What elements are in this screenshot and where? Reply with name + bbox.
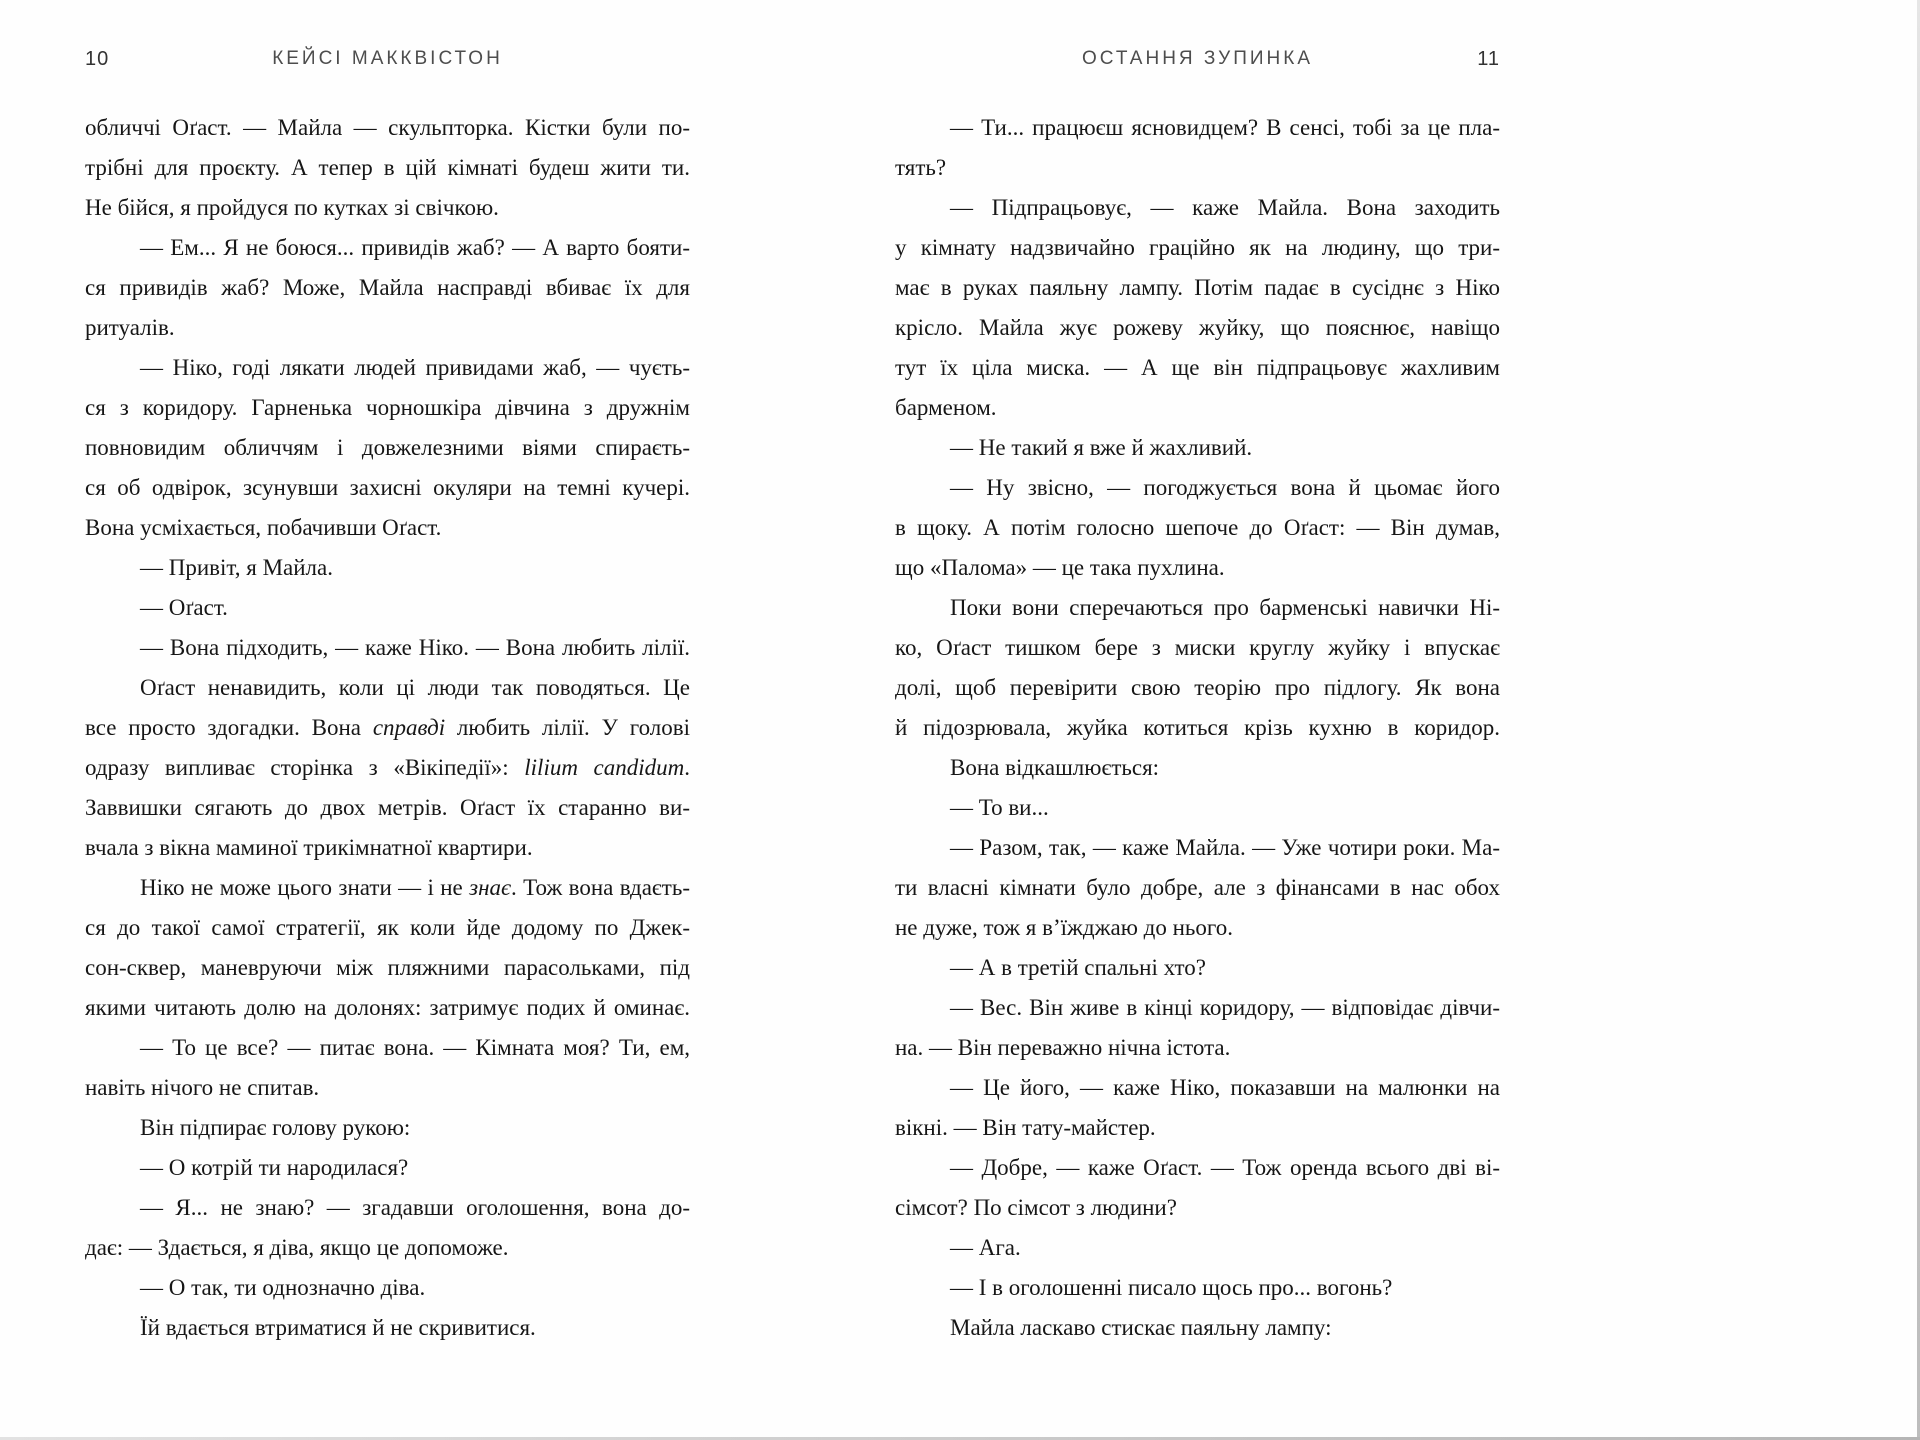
text-line: сон-сквер, маневруючи між пляжними парасольками, під	[85, 955, 690, 980]
running-head-author: КЕЙСІ МАККВІСТОН	[272, 48, 503, 69]
text-line: крісло. Майла жує рожеву жуйку, що пояснює, навіщо	[895, 315, 1500, 340]
text-line: Їй вдається втриматися й не скривитися.	[140, 1315, 536, 1340]
text-line: й підозрювала, жуйка котиться крізь кухню в коридор.	[895, 715, 1500, 740]
text-line: — Не такий я вже й жахливий.	[950, 435, 1253, 460]
text-line: ко, Оґаст тишком бере з миски круглу жуйку і впускає	[895, 635, 1500, 660]
text-line: тут їх ціла миска. — А ще він підпрацьовує жахливим	[895, 355, 1500, 380]
page-left	[85, 0, 690, 1440]
text-line: одразу випливає сторінка з «Вікіпедії»: lilium candidum.	[85, 755, 690, 780]
text-line: — Ніко, годі лякати людей привидами жаб, — чуєть-	[140, 355, 690, 380]
text-line: трібні для проєкту. А тепер в цій кімнаті будеш жити ти.	[85, 155, 690, 180]
text-line: — Привіт, я Майла.	[140, 555, 333, 580]
text-line: — Ем... Я не боюся... привидів жаб? — А варто бояти-	[140, 235, 690, 260]
text-line: долі, щоб перевірити свою теорію про підлогу. Як вона	[895, 675, 1500, 700]
text-line: — О котрій ти народилася?	[140, 1155, 409, 1180]
text-line: — Це його, — каже Ніко, показавши на малюнки на	[950, 1075, 1500, 1100]
text-line: — Я... не знаю? — згадавши оголошення, вона до-	[140, 1195, 690, 1220]
text-line: Поки вони сперечаються про барменські навички Ні-	[950, 595, 1500, 620]
text-line: має в руках паяльну лампу. Потім падає в сусіднє з Ніко	[895, 275, 1500, 300]
text-line: — О так, ти однозначно діва.	[140, 1275, 426, 1300]
text-line: Він підпирає голову рукою:	[140, 1115, 411, 1140]
text-line: що «Палома» — це така пухлина.	[895, 555, 1225, 580]
text-line: — Разом, так, — каже Майла. — Уже чотири роки. Ма-	[950, 835, 1500, 860]
page-right	[895, 0, 1500, 1440]
running-head-title: ОСТАННЯ ЗУПИНКА	[1081, 48, 1314, 69]
text-block-right	[895, 108, 1500, 1348]
text-line: — Підпрацьовує, — каже Майла. Вона заходить	[950, 195, 1500, 220]
text-line: Вона усміхається, побачивши Оґаст.	[85, 515, 442, 540]
text-line: — Оґаст.	[140, 595, 228, 620]
text-line: барменом.	[895, 395, 997, 420]
text-line: дає: — Здається, я діва, якщо це допоможе.	[85, 1235, 509, 1260]
text-line: ся об одвірок, зсунувши захисні окуляри на темні кучері.	[85, 475, 690, 500]
text-line: навіть нічого не спитав.	[85, 1075, 320, 1100]
page-header-right	[895, 48, 1500, 74]
text-line: у кімнату надзвичайно граційно як на людину, що три-	[895, 235, 1500, 260]
text-line: вчала з вікна маминої трикімнатної квартири.	[85, 835, 533, 860]
text-line: — Добре, — каже Оґаст. — Тож оренда всього дві ві-	[950, 1155, 1500, 1180]
text-line: Ніко не може цього знати — і не знає. Тож вона вдаєть-	[140, 875, 690, 900]
text-line: Вона відкашлюється:	[950, 755, 1160, 780]
text-line: якими читають долю на долонях: затримує подих й оминає.	[85, 995, 690, 1020]
text-line: ся з коридору. Гарненька чорношкіра дівчина з дружнім	[85, 395, 690, 420]
text-line: на. — Він переважно нічна істота.	[895, 1035, 1231, 1060]
text-line: повновидим обличчям і довжелезними віями спираєть-	[85, 435, 690, 460]
page-header-left	[85, 48, 690, 74]
text-line: Не бійся, я пройдуся по кутках зі свічкою.	[85, 195, 499, 220]
text-line: ритуалів.	[85, 315, 175, 340]
text-line: Майла ласкаво стискає паяльну лампу:	[950, 1315, 1332, 1340]
text-line: обличчі Оґаст. — Майла — скульпторка. Кістки були по-	[85, 115, 690, 140]
text-line: в щоку. А потім голосно шепоче до Оґаст: — Він думав,	[895, 515, 1500, 540]
text-block-left	[85, 108, 690, 1348]
text-line: — І в оголошенні писало щось про... вогонь?	[950, 1275, 1393, 1300]
text-line: не дуже, тож я в’їжджаю до нього.	[895, 915, 1234, 940]
page-number-right: 11	[1477, 48, 1500, 70]
text-line: Заввишки сягають до двох метрів. Оґаст їх старанно ви-	[85, 795, 690, 820]
text-line: — Ну звісно, — погоджується вона й цьомає його	[950, 475, 1500, 500]
text-line: — То це все? — питає вона. — Кімната моя? Ти, ем,	[140, 1035, 690, 1060]
text-line: ся привидів жаб? Може, Майла насправді вбиває їх для	[85, 275, 690, 300]
text-line: — Ти... працюєш ясновидцем? В сенсі, тобі за це пла-	[950, 115, 1500, 140]
text-line: тять?	[895, 155, 947, 180]
text-line: — Ага.	[950, 1235, 1021, 1260]
text-line: все просто здогадки. Вона справді любить лілії. У голові	[85, 715, 690, 740]
text-line: — А в третій спальні хто?	[950, 955, 1206, 980]
text-line: ся до такої самої стратегії, як коли йде додому по Джек-	[85, 915, 690, 940]
text-line: сімсот? По сімсот з людини?	[895, 1195, 1177, 1220]
text-line: — То ви...	[950, 795, 1049, 820]
text-line: — Вес. Він живе в кінці коридору, — відповідає дівчи-	[950, 995, 1500, 1020]
text-line: вікні. — Він тату-майстер.	[895, 1115, 1156, 1140]
text-line: — Вона підходить, — каже Ніко. — Вона любить лілії.	[140, 635, 690, 660]
text-line: ти власні кімнати було добре, але з фінансами в нас обох	[895, 875, 1500, 900]
page-number-left: 10	[85, 48, 110, 70]
text-line: Оґаст ненавидить, коли ці люди так поводяться. Це	[140, 675, 690, 700]
